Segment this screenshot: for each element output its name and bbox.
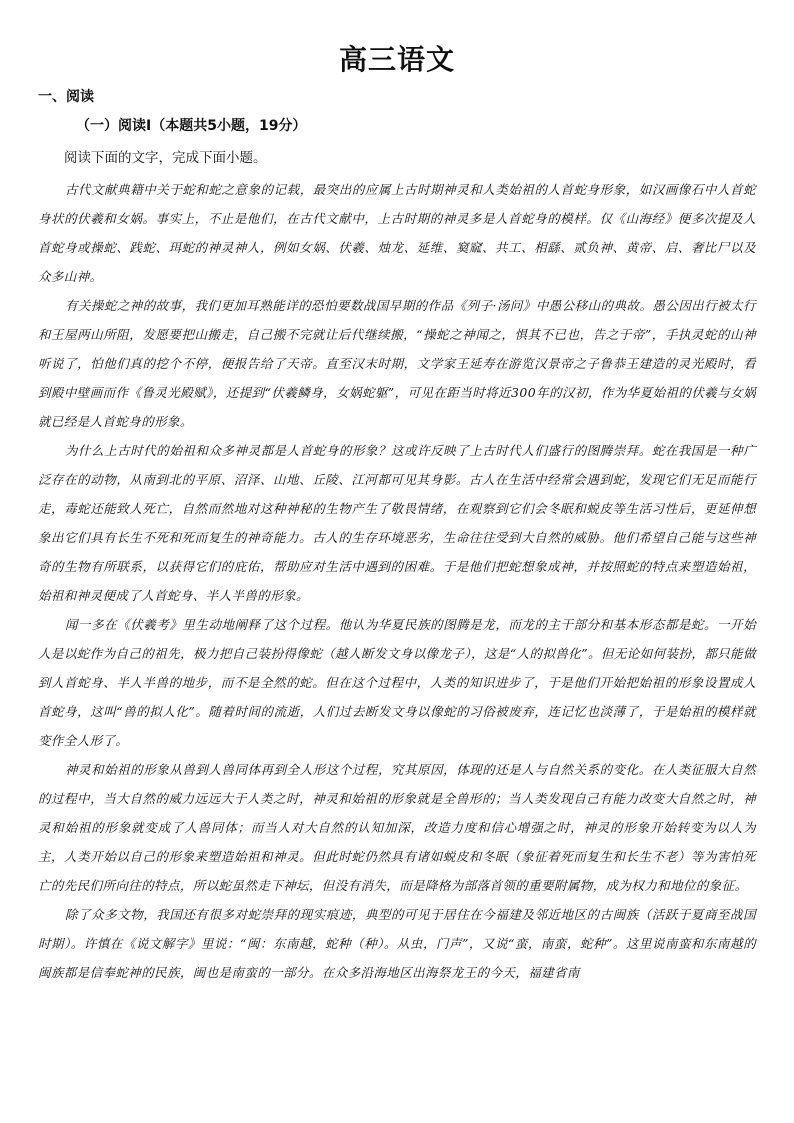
- passage-paragraph-5: 神灵和始祖的形象从兽到人兽同体再到全人形这个过程，究其原因，体现的还是人与自然关系的变化。在人类征服大自然的过程中，当大自然的威力远远大于人类之时，神灵和始祖的形象就是全兽形的；当人类发现自己有能力改变大自然之时，神灵和始祖的形象就变成了人兽同体；而当人对大自然的认知加深，改造力度和信心增强之时，神灵的形象开始转变为以人为主，人类开始以自己的形象来塑造始祖和神灵。但此时蛇仍然具有诸如蜕皮和冬眠（象征着死而复生和长生不老）等为害怕死亡的先民们所向往的特点，所以蛇虽然走下神坛，但没有消失，而是降格为部落首领的重要附属物，成为权力和地位的象征。: [38, 762, 756, 893]
- subsection-heading: （一）阅读Ⅰ（本题共5小题，19分）: [76, 118, 307, 134]
- passage-paragraph-4: 闻一多在《伏羲考》里生动地阐释了这个过程。他认为华夏民族的图腾是龙，而龙的主干部分和基本形态都是蛇。一开始人是以蛇作为自己的祖先，极力把自己装扮得像蛇（越人断发文身以像龙子），这是“人的拟兽化”。但无论如何装扮，都只能做到人首蛇身、半人半兽的地步，而不是全然的蛇。但在这个过程中，人类的知识进步了，于是他们开始把始祖的形象设置成人首蛇身，这叫“兽的拟人化”。随着时间的流逝，人们过去断发文身以像蛇的习俗被废弃，连记忆也淡薄了，于是始祖的模样就变作全人形了。: [38, 617, 756, 748]
- reading-passage: [38, 175, 756, 987]
- page-title: 高三语文: [338, 43, 455, 76]
- passage-paragraph-6: 除了众多文物，我国还有很多对蛇崇拜的现实痕迹，典型的可见于居住在今福建及邻近地区的古闽族（活跃于夏商至战国时期）。许慎在《说文解字》里说：“闽：东南越，蛇种（种）。从虫，门声”，又说“蛮，南蛮，蛇种”。这里说南蛮和东南越的闽族都是信奉蛇神的民族，闽也是南蛮的一部分。在众多沿海地区出海祭龙王的今天，福建省南: [38, 907, 756, 980]
- reading-instruction: 阅读下面的文字，完成下面小题。: [64, 150, 267, 166]
- passage-paragraph-2: 有关操蛇之神的故事，我们更加耳熟能详的恐怕要数战国早期的作品《列子·汤问》中愚公移山的典故。愚公因出行被太行和王屋两山所阻，发愿要把山搬走，自己搬不完就让后代继续搬，“操蛇之神闻之，惧其不已也，告之于帝”，手执灵蛇的山神听说了，怕他们真的挖个不停，便报告给了天帝。直至汉末时期，文学家王延寿在游览汉景帝之子鲁恭王建造的灵光殿时，看到殿中壁画而作《鲁灵光殿赋》，还提到“伏羲鳞身，女娲蛇躯”，可见在距当时将近300年的汉初，作为华夏始祖的伏羲与女娲就已经是人首蛇身的形象。: [38, 298, 756, 429]
- section-heading: 一、阅读: [38, 89, 94, 105]
- passage-paragraph-3: 为什么上古时代的始祖和众多神灵都是人首蛇身的形象？这或许反映了上古时代人们盛行的图腾崇拜。蛇在我国是一种广泛存在的动物，从南到北的平原、沼泽、山地、丘陵、江河都可见其身影。古人在生活中经常会遇到蛇，发现它们无足而能行走，毒蛇还能致人死亡，自然而然地对这种神秘的生物产生了敬畏情绪，在观察到它们会冬眠和蜕皮等生活习性后，更延伸想象出它们具有长生不死和死而复生的神奇能力。古人的生存环境恶劣，生命往往受到大自然的威胁。他们希望自己能与这些神奇的生物有所联系，以获得它们的庇佑，帮助应对生活中遇到的困难。于是他们把蛇想象成神，并按照蛇的特点来塑造始祖，始祖和神灵便成了人首蛇身、半人半兽的形象。: [38, 443, 756, 603]
- passage-paragraph-1: 古代文献典籍中关于蛇和蛇之意象的记载，最突出的应属上古时期神灵和人类始祖的人首蛇身形象，如汉画像石中人首蛇身状的伏羲和女娲。事实上，不止是他们，在古代文献中，上古时期的神灵多是人首蛇身的模样。仅《山海经》便多次提及人首蛇身或操蛇、践蛇、珥蛇的神灵神人，例如女娲、伏羲、烛龙、延维、窫窳、共工、相繇、贰负神、黄帝、启、奢比尸以及众多山神。: [38, 182, 756, 284]
